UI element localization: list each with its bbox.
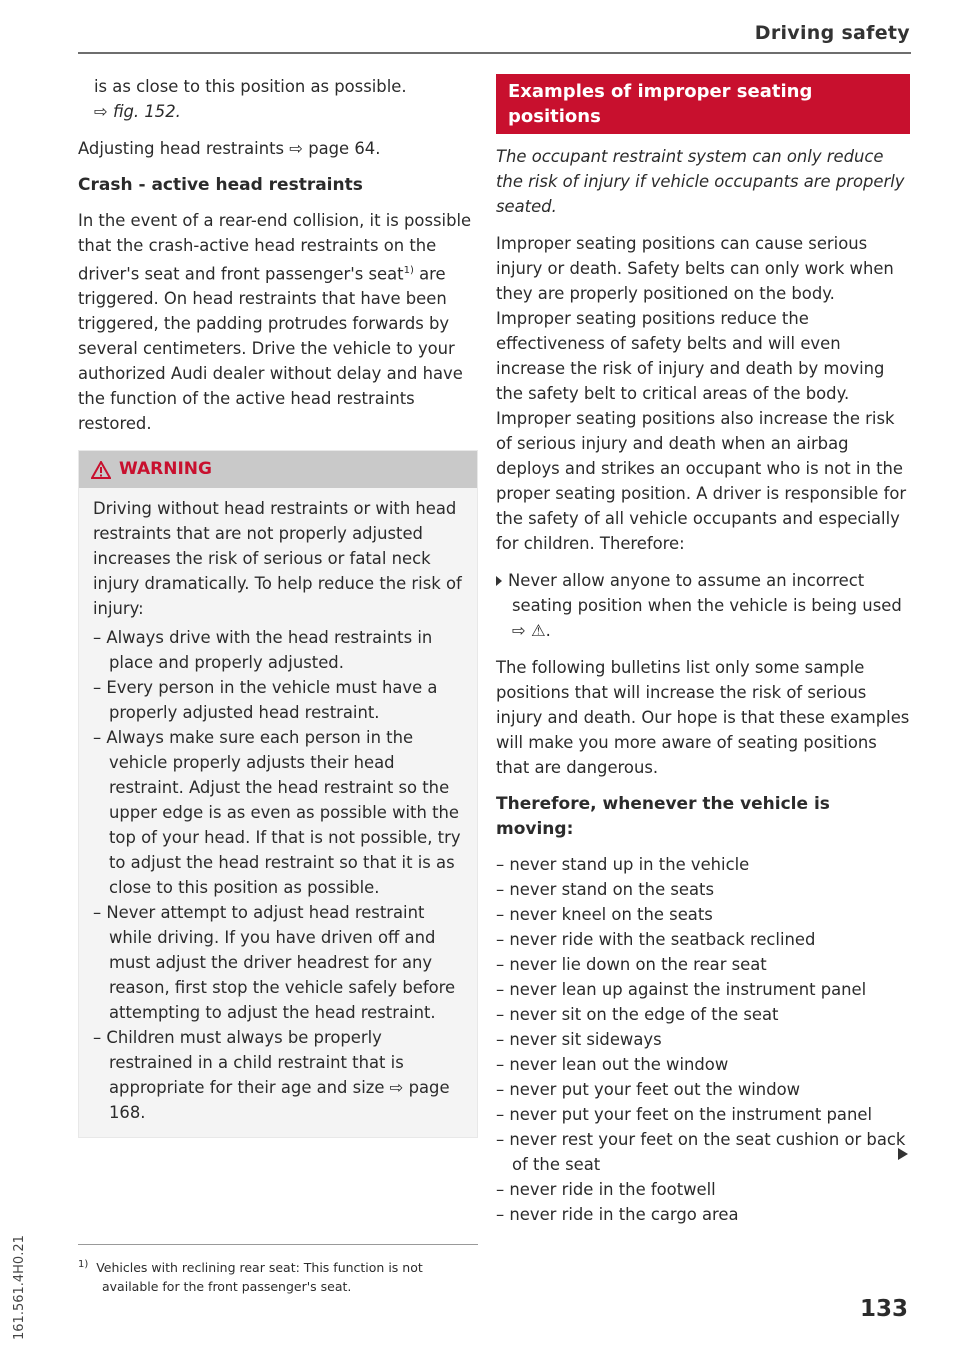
list-item: – never lie down on the rear seat: [496, 952, 910, 977]
list-item: – never kneel on the seats: [496, 902, 910, 927]
page-number: 133: [859, 1296, 908, 1322]
footnote: $^{1)}$ Vehicles with reclining rear seat: This function is not available for the front passenger's seat.: [78, 1259, 423, 1295]
section-banner: Examples of improper seating positions: [496, 74, 910, 134]
continue-arrow-icon: [898, 1148, 908, 1160]
warning-title: WARNING: [119, 459, 212, 480]
step-item: Never allow anyone to assume an incorrect seating position when the vehicle is being used ⇨ ⚠.: [496, 568, 910, 643]
warning-triangle-icon: [91, 461, 111, 479]
footnote-rule: [78, 1244, 478, 1245]
adjusting-reference: Adjusting head restraints ⇨ page 64.: [78, 139, 381, 158]
list-item: – never put your feet out the window: [496, 1077, 910, 1102]
bulletins-text: The following bulletins list only some sample positions that will increase the risk of serious injury and death. Our hope is that these examples will make you more aware of seating positions that are dangerous.: [496, 658, 910, 777]
warning-header: [79, 451, 477, 488]
warning-item: – Always drive with the head restraints in place and properly adjusted.: [93, 625, 463, 675]
lead-text: The occupant restraint system can only reduce the risk of injury if vehicle occupants are properly seated.: [496, 147, 905, 216]
list-item: – never put your feet on the instrument panel: [496, 1102, 910, 1127]
warning-item: – Children must always be properly restrained in a child restraint that is appropriate for their age and size ⇨ page 168.: [93, 1025, 463, 1125]
document-code: 161.561.4H0.21: [12, 1235, 27, 1340]
moving-heading: Therefore, whenever the vehicle is moving:: [496, 794, 830, 839]
section-title: Driving safety: [754, 22, 910, 44]
body-text: Improper seating positions can cause serious injury or death. Safety belts can only work when they are properly positioned on the body. Improper seating positions reduce the effectiveness of safety belts and will even increase the risk of injury and death by moving the safety belt to critical areas of the body. Improper seating positions also increase the risk of serious injury and death when an airbag deploys and strikes an occupant who is not in the proper seating position. A driver is responsible for the safety of all vehicle occupants and especially for children. Therefore:: [496, 234, 907, 553]
intro-text: is as close to this position as possible. ⇨ fig. 152.: [94, 77, 407, 121]
list-item: – never rest your feet on the seat cushion or back of the seat: [496, 1127, 910, 1177]
left-column: [78, 74, 478, 1138]
header-rule: [78, 52, 911, 54]
list-item: – never sit sideways: [496, 1027, 910, 1052]
warning-item: – Always make sure each person in the vehicle properly adjusts their head restraint. Adjust the head restraint so the upper edge is as even as possible with the top of your head. If that is not possible, try to adjust the head restraint so that it is as close to this position as possible.: [93, 725, 463, 900]
list-item: – never ride in the footwell: [496, 1177, 910, 1202]
warning-item: – Never attempt to adjust head restraint while driving. If you have driven off and must adjust the driver headrest for any reason, first stop the vehicle safely before attempting to adjust the head restraint.: [93, 900, 463, 1025]
list-item: – never ride with the seatback reclined: [496, 927, 910, 952]
list-item: – never lean up against the instrument panel: [496, 977, 910, 1002]
crash-text: In the event of a rear-end collision, it is possible that the crash-active head restraints on the driver's seat and front passenger's seat$^{1)}$ are triggered. On head restraints that have been triggered, the padding protrudes forwards by several centimeters. Drive the vehicle to your authorized Audi dealer without delay and have the function of the active head restraints restored.: [78, 211, 472, 434]
list-item: – never lean out the window: [496, 1052, 910, 1077]
list-item: – never stand up in the vehicle: [496, 852, 910, 877]
step-triangle-icon: [496, 576, 502, 586]
list-item: – never ride in the cargo area: [496, 1202, 910, 1227]
list-item: – never sit on the edge of the seat: [496, 1002, 910, 1027]
list-item: – never stand on the seats: [496, 877, 910, 902]
warning-body: [79, 488, 477, 1137]
never-list: [496, 852, 910, 1227]
crash-heading: Crash - active head restraints: [78, 175, 363, 195]
warning-box: [78, 450, 478, 1138]
right-column: [496, 74, 910, 1227]
warning-intro: Driving without head restraints or with head restraints that are not properly adjusted increases the risk of serious or fatal neck injury dramatically. To help reduce the risk of injury:: [93, 499, 462, 619]
warning-item: – Every person in the vehicle must have a properly adjusted head restraint.: [93, 675, 463, 725]
